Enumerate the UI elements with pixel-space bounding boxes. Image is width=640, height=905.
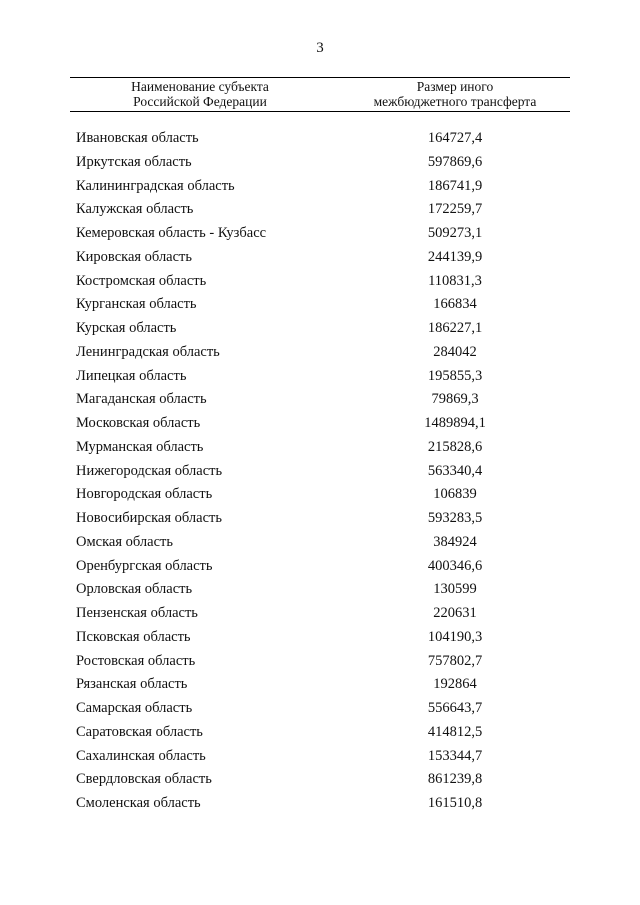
region-name: Ленинградская область <box>76 343 220 360</box>
transfer-amount: 244139,9 <box>427 248 483 265</box>
region-name: Саратовская область <box>76 723 203 740</box>
region-name: Пензенская область <box>76 605 198 621</box>
table-row <box>0 341 640 365</box>
transfer-amount: 153344,7 <box>427 747 483 764</box>
transfer-amount: 172259,7 <box>427 201 483 218</box>
transfer-amount: 861239,8 <box>427 771 483 788</box>
table-row <box>0 198 640 222</box>
transfer-amount: 414812,5 <box>427 723 483 740</box>
header-region-name <box>70 79 330 109</box>
table-row <box>0 127 640 151</box>
table-row <box>0 460 640 484</box>
transfer-amount: 186227,1 <box>427 320 483 336</box>
region-name: Магаданская область <box>76 391 207 408</box>
transfer-amount: 1489894,1 <box>424 415 486 431</box>
transfer-amount: 195855,3 <box>427 367 483 384</box>
transfer-amount: 593283,5 <box>427 510 483 526</box>
transfer-amount: 110831,3 <box>428 272 482 289</box>
table-row <box>0 792 640 816</box>
table-row <box>0 555 640 579</box>
transfer-amount: 106839 <box>433 486 477 503</box>
table-row <box>0 673 640 697</box>
region-name: Ивановская область <box>76 130 199 146</box>
region-name: Новосибирская область <box>76 510 222 526</box>
table-row <box>0 745 640 769</box>
region-name: Омская область <box>76 533 173 550</box>
transfer-amount: 400346,6 <box>427 557 483 574</box>
region-name: Московская область <box>76 415 201 431</box>
table-row <box>0 388 640 412</box>
table-row <box>0 270 640 294</box>
table-row <box>0 626 640 650</box>
table-row <box>0 602 640 626</box>
region-name: Липецкая область <box>76 367 187 384</box>
region-name: Сахалинская область <box>76 747 206 764</box>
region-name: Мурманская область <box>76 438 204 455</box>
region-name: Орловская область <box>76 581 193 598</box>
transfer-amount: 509273,1 <box>427 225 483 241</box>
transfer-amount: 597869,6 <box>427 153 483 170</box>
table-row <box>0 483 640 507</box>
table-row <box>0 697 640 721</box>
table-row <box>0 768 640 792</box>
page-number: 3 <box>316 40 324 56</box>
header-amount-line1: Размер иного <box>416 79 494 94</box>
region-name: Свердловская область <box>76 771 212 788</box>
table-header <box>70 77 570 112</box>
table-row <box>0 222 640 246</box>
transfer-amount: 220631 <box>433 605 477 621</box>
region-name: Псковская область <box>76 628 191 645</box>
table-row <box>0 246 640 270</box>
region-name: Новгородская область <box>76 486 213 503</box>
transfer-amount: 166834 <box>433 296 477 313</box>
table-row <box>0 151 640 175</box>
region-name: Оренбургская область <box>76 557 213 574</box>
transfer-amount: 104190,3 <box>427 628 483 645</box>
transfer-amount: 215828,6 <box>427 438 483 455</box>
region-name: Смоленская область <box>76 795 201 811</box>
region-name: Ростовская область <box>76 652 196 669</box>
region-name: Костромская область <box>76 272 207 289</box>
region-name: Калининградская область <box>76 177 235 194</box>
table-row <box>0 531 640 555</box>
table-row <box>0 578 640 602</box>
transfer-amount: 757802,7 <box>427 652 483 669</box>
header-transfer-amount <box>355 79 555 109</box>
table-body <box>0 127 640 816</box>
region-name: Нижегородская область <box>76 462 223 479</box>
region-name: Рязанская область <box>76 676 188 693</box>
region-name: Калужская область <box>76 201 194 218</box>
header-amount-line2: межбюджетного трансферта <box>373 94 537 109</box>
transfer-amount: 79869,3 <box>431 391 479 408</box>
table-row <box>0 317 640 341</box>
table-row <box>0 175 640 199</box>
region-name: Кемеровская область - Кузбасс <box>76 225 267 241</box>
region-name: Иркутская область <box>76 153 192 170</box>
transfer-amount: 284042 <box>433 343 477 360</box>
table-row <box>0 507 640 531</box>
transfer-amount: 384924 <box>433 533 477 550</box>
transfer-amount: 563340,4 <box>427 462 483 479</box>
region-name: Кировская область <box>76 248 193 265</box>
table-row <box>0 650 640 674</box>
table-row <box>0 365 640 389</box>
transfer-amount: 186741,9 <box>427 177 483 194</box>
transfer-amount: 161510,8 <box>427 795 483 811</box>
table-row <box>0 436 640 460</box>
transfer-amount: 164727,4 <box>427 130 483 146</box>
header-region-line1: Наименование субъекта <box>131 79 269 94</box>
table-row <box>0 412 640 436</box>
header-region-line2: Российской Федерации <box>133 94 267 109</box>
region-name: Самарская область <box>76 700 193 716</box>
region-name: Курганская область <box>76 296 197 313</box>
table-row <box>0 721 640 745</box>
region-name: Курская область <box>76 320 177 336</box>
table-row <box>0 293 640 317</box>
transfer-amount: 556643,7 <box>427 700 483 716</box>
transfer-amount: 192864 <box>433 676 477 693</box>
transfer-amount: 130599 <box>433 581 477 598</box>
